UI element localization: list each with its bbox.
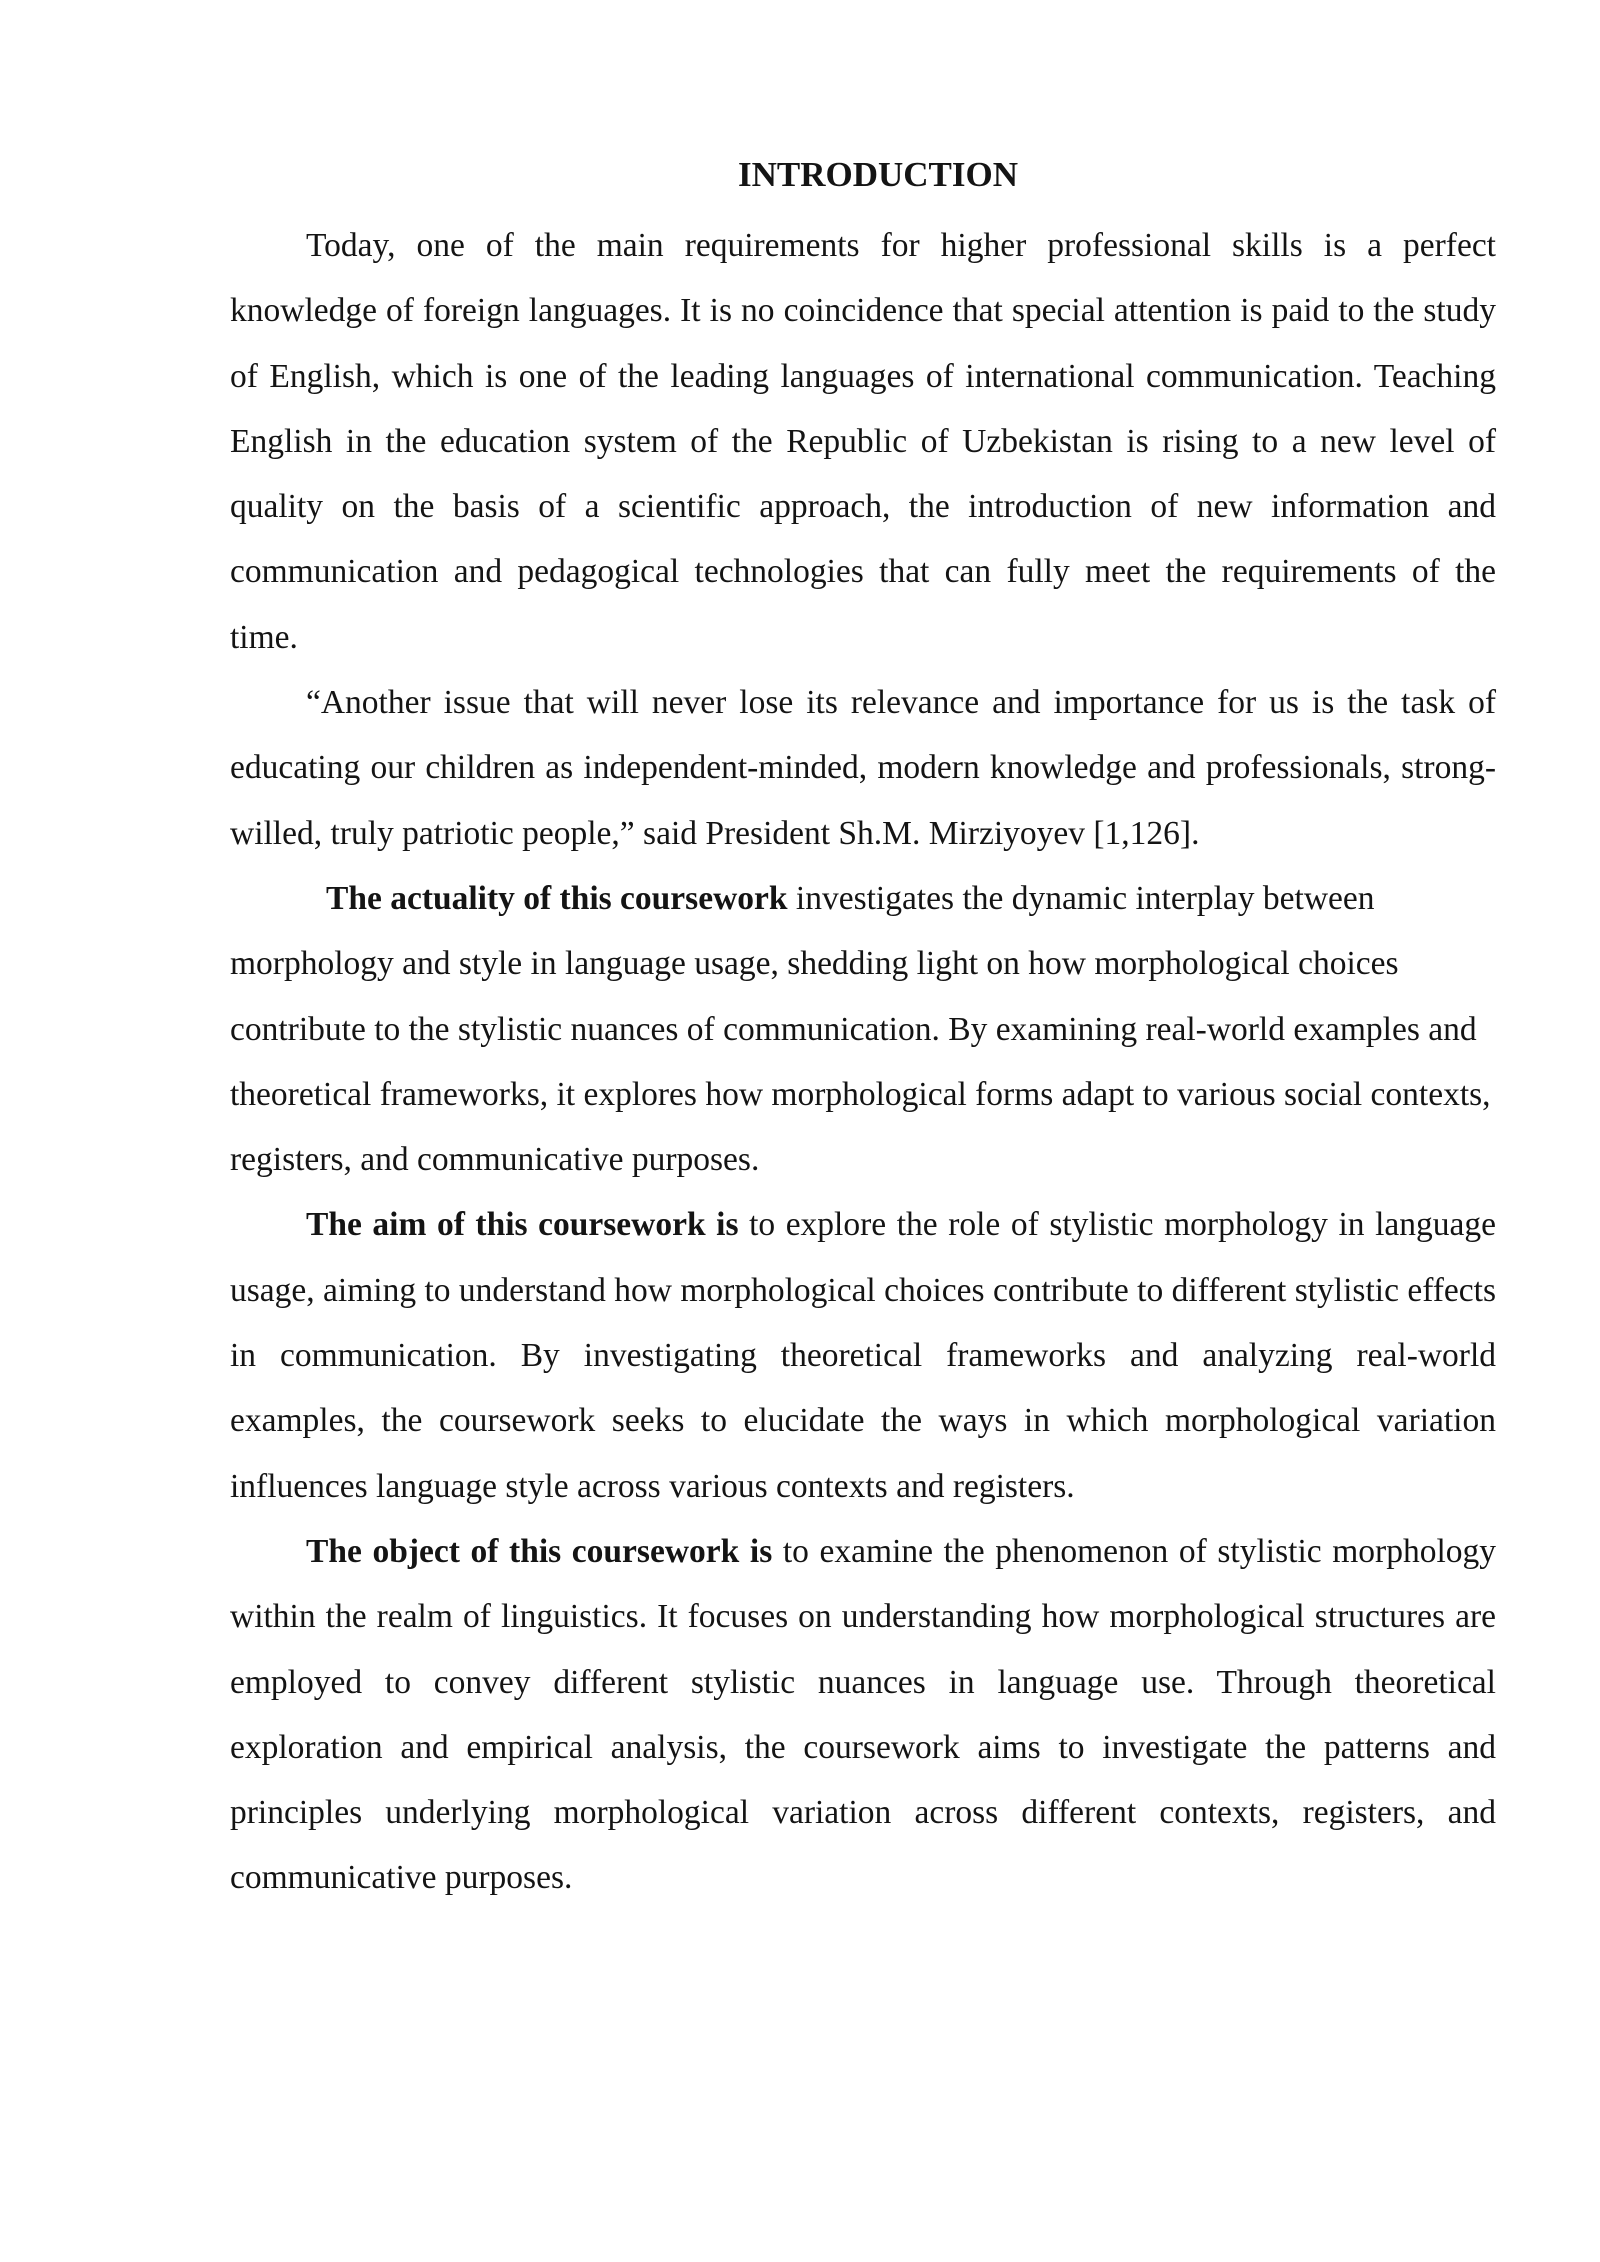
document-page: [230, 148, 1496, 1911]
paragraph-lead: The object of this coursework is: [306, 1532, 773, 1570]
paragraph-actuality: [230, 866, 1516, 1192]
section-heading: INTRODUCTION: [737, 155, 1019, 194]
paragraph-lead: The actuality of this coursework: [326, 879, 788, 917]
paragraph-object: [230, 1519, 1496, 1911]
paragraph-text: to examine the phenomenon of stylistic morphology within the realm of linguistics. It focuses on understanding how morphological structures are employed to convey different stylistic nuances in language use. Through theoretical exploration and empirical analysis, the coursework aims to investigate the patterns and principles underlying morphological variation across different contexts, registers, and communicative purposes.: [230, 1532, 1497, 1897]
paragraph-president-quote: [230, 670, 1496, 866]
paragraph-lead: The aim of this coursework is: [306, 1206, 739, 1244]
paragraph-text: “Another issue that will never lose its relevance and importance for us is the task of educating our children as independent-minded, modern knowledge and professionals, strong-willed, truly patriotic people,” said President Sh.M. Mirziyoyev [1,126].: [230, 684, 1496, 852]
paragraph-text: Today, one of the main requirements for higher professional skills is a perfect knowledge of foreign languages. It is no coincidence that special attention is paid to the study of English, which is one of the leading languages of international communication. Teaching English in the education system of the Republic of Uzbekistan is rising to a new level of quality on the basis of a scientific approach, the introduction of new information and communication and pedagogical technologies that can fully meet the requirements of the time.: [230, 227, 1496, 656]
paragraph-text: investigates the dynamic interplay between morphology and style in language usage, shedding light on how morphological choices contribute to the stylistic nuances of communication. By examining real-world examples and theoretical frameworks, it explores how morphological forms adapt to various social contexts, registers, and communicative purposes.: [230, 879, 1491, 1179]
paragraph-text: to explore the role of stylistic morphology in language usage, aiming to understand how morphological choices contribute to different stylistic effects in communication. By investigating theoretical frameworks and analyzing real-world examples, the coursework seeks to elucidate the ways in which morphological variation influences language style across various contexts and registers.: [230, 1206, 1496, 1505]
paragraph-requirements: [230, 213, 1496, 670]
paragraph-aim: [230, 1192, 1496, 1518]
